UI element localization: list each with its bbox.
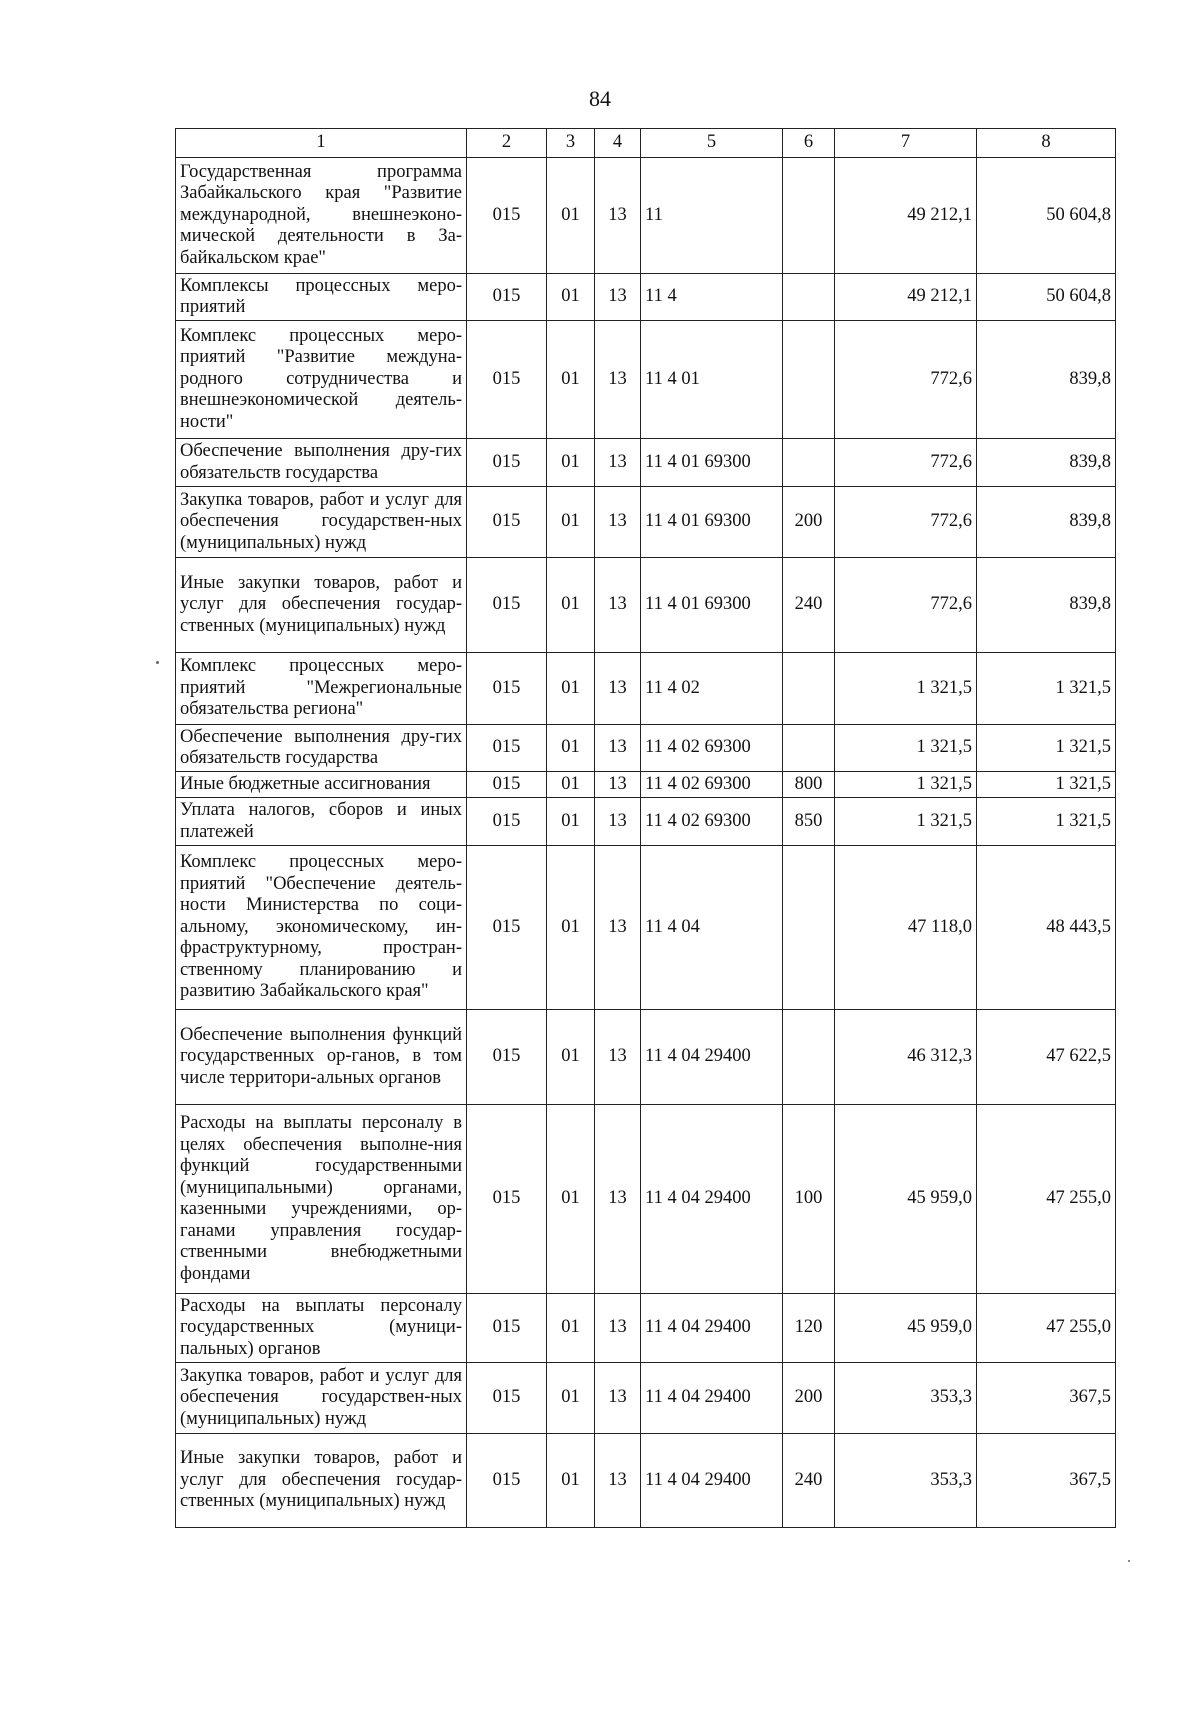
row-name: Государственная программа Забайкальского края "Развитие международной, внешнеэконо-мической деятельности в За-байкальском крае": [176, 158, 467, 274]
row-target-article: 11: [641, 158, 783, 274]
row-target-article: 11 4 04 29400: [641, 1434, 783, 1528]
row-subsection: 13: [595, 653, 641, 725]
table-row: [176, 1363, 1116, 1434]
row-ministry-code: 015: [467, 1363, 547, 1434]
row-target-article: 11 4 01 69300: [641, 487, 783, 558]
table-row: [176, 1105, 1116, 1294]
row-amount-year-2: 1 321,5: [977, 772, 1116, 798]
row-subsection: 13: [595, 772, 641, 798]
table-row: [176, 1434, 1116, 1528]
header-col-4: 4: [595, 129, 641, 158]
row-amount-year-2: 50 604,8: [977, 158, 1116, 274]
row-amount-year-2: 367,5: [977, 1434, 1116, 1528]
row-ministry-code: 015: [467, 1105, 547, 1294]
row-expense-type: 240: [783, 558, 835, 653]
row-target-article: 11 4 04: [641, 846, 783, 1010]
header-col-1: 1: [176, 129, 467, 158]
row-subsection: 13: [595, 274, 641, 321]
row-amount-year-2: 1 321,5: [977, 725, 1116, 772]
row-target-article: 11 4 04 29400: [641, 1363, 783, 1434]
row-name: Комплексы процессных меро-приятий: [176, 274, 467, 321]
row-amount-year-1: 49 212,1: [835, 158, 977, 274]
row-subsection: 13: [595, 439, 641, 487]
row-name: Иные закупки товаров, работ и услуг для обеспечения государ-ственных (муниципальных) нужд: [176, 558, 467, 653]
row-amount-year-2: 50 604,8: [977, 274, 1116, 321]
row-section: 01: [547, 725, 595, 772]
row-name: Комплекс процессных меро-приятий "Обеспечение деятель-ности Министерства по соци-альному, экономическому, ин-фраструктурному, простран-ственному планированию и развитию Забайкальского края": [176, 846, 467, 1010]
row-amount-year-1: 46 312,3: [835, 1010, 977, 1105]
row-target-article: 11 4 01 69300: [641, 558, 783, 653]
row-expense-type: 200: [783, 1363, 835, 1434]
table-row: [176, 274, 1116, 321]
row-amount-year-2: 47 255,0: [977, 1294, 1116, 1363]
header-col-2: 2: [467, 129, 547, 158]
row-subsection: 13: [595, 798, 641, 846]
row-ministry-code: 015: [467, 439, 547, 487]
row-subsection: 13: [595, 321, 641, 439]
row-amount-year-1: 772,6: [835, 558, 977, 653]
table-row: [176, 653, 1116, 725]
row-expense-type: 200: [783, 487, 835, 558]
header-row: [176, 129, 1116, 158]
table-row: [176, 321, 1116, 439]
row-name: Иные бюджетные ассигнования: [176, 772, 467, 798]
row-target-article: 11 4 04 29400: [641, 1294, 783, 1363]
row-section: 01: [547, 1294, 595, 1363]
row-expense-type: [783, 274, 835, 321]
row-amount-year-1: 1 321,5: [835, 772, 977, 798]
row-amount-year-2: 47 255,0: [977, 1105, 1116, 1294]
row-name: Расходы на выплаты персоналу государственных (муници-пальных) органов: [176, 1294, 467, 1363]
row-amount-year-2: 48 443,5: [977, 846, 1116, 1010]
table-row: [176, 158, 1116, 274]
row-target-article: 11 4 02: [641, 653, 783, 725]
row-ministry-code: 015: [467, 274, 547, 321]
table-row: [176, 772, 1116, 798]
row-amount-year-2: 47 622,5: [977, 1010, 1116, 1105]
row-section: 01: [547, 1010, 595, 1105]
row-section: 01: [547, 439, 595, 487]
row-amount-year-2: 839,8: [977, 439, 1116, 487]
table-row: [176, 725, 1116, 772]
row-section: 01: [547, 1434, 595, 1528]
row-section: 01: [547, 158, 595, 274]
row-name: Обеспечение выполнения функций государственных ор-ганов, в том числе территори-альных органов: [176, 1010, 467, 1105]
row-amount-year-1: 1 321,5: [835, 653, 977, 725]
row-name: Обеспечение выполнения дру-гих обязательств государства: [176, 439, 467, 487]
row-section: 01: [547, 798, 595, 846]
row-ministry-code: 015: [467, 321, 547, 439]
row-name: Расходы на выплаты персоналу в целях обеспечения выполне-ния функций государственными (муниципальными) органами, казенными учреждениями, ор-ганами управления государ-ственными внебюджетными фондами: [176, 1105, 467, 1294]
row-ministry-code: 015: [467, 487, 547, 558]
row-section: 01: [547, 1105, 595, 1294]
row-subsection: 13: [595, 1434, 641, 1528]
table-row: [176, 798, 1116, 846]
row-name: Комплекс процессных меро-приятий "Межрегиональные обязательства региона": [176, 653, 467, 725]
header-col-8: 8: [977, 129, 1116, 158]
row-section: 01: [547, 846, 595, 1010]
scan-speck: [1128, 1560, 1130, 1562]
row-amount-year-1: 45 959,0: [835, 1105, 977, 1294]
row-section: 01: [547, 274, 595, 321]
row-ministry-code: 015: [467, 158, 547, 274]
row-name: Обеспечение выполнения дру-гих обязательств государства: [176, 725, 467, 772]
table-row: [176, 439, 1116, 487]
header-col-7: 7: [835, 129, 977, 158]
row-amount-year-2: 839,8: [977, 321, 1116, 439]
row-name: Иные закупки товаров, работ и услуг для обеспечения государ-ственных (муниципальных) нужд: [176, 1434, 467, 1528]
row-expense-type: 800: [783, 772, 835, 798]
table-row: [176, 1010, 1116, 1105]
row-subsection: 13: [595, 1294, 641, 1363]
page-number: 84: [589, 86, 611, 111]
row-ministry-code: 015: [467, 1010, 547, 1105]
header-col-5: 5: [641, 129, 783, 158]
row-ministry-code: 015: [467, 798, 547, 846]
table-row: [176, 846, 1116, 1010]
row-amount-year-1: 47 118,0: [835, 846, 977, 1010]
row-target-article: 11 4 01: [641, 321, 783, 439]
row-target-article: 11 4 02 69300: [641, 798, 783, 846]
row-section: 01: [547, 1363, 595, 1434]
row-amount-year-2: 1 321,5: [977, 653, 1116, 725]
row-expense-type: 850: [783, 798, 835, 846]
row-target-article: 11 4: [641, 274, 783, 321]
table-row: [176, 558, 1116, 653]
budget-table: [175, 128, 1116, 1528]
row-ministry-code: 015: [467, 772, 547, 798]
row-name: Комплекс процессных меро-приятий "Развитие междуна-родного сотрудничества и внешнеэкономической деятель-ности": [176, 321, 467, 439]
row-name: Закупка товаров, работ и услуг для обеспечения государствен-ных (муниципальных) нужд: [176, 487, 467, 558]
table-row: [176, 1294, 1116, 1363]
row-target-article: 11 4 02 69300: [641, 772, 783, 798]
row-expense-type: [783, 846, 835, 1010]
row-target-article: 11 4 01 69300: [641, 439, 783, 487]
row-expense-type: 240: [783, 1434, 835, 1528]
table-row: [176, 487, 1116, 558]
row-section: 01: [547, 321, 595, 439]
row-subsection: 13: [595, 846, 641, 1010]
row-expense-type: [783, 653, 835, 725]
header-col-6: 6: [783, 129, 835, 158]
row-target-article: 11 4 02 69300: [641, 725, 783, 772]
row-ministry-code: 015: [467, 1434, 547, 1528]
row-expense-type: [783, 321, 835, 439]
row-amount-year-2: 367,5: [977, 1363, 1116, 1434]
row-target-article: 11 4 04 29400: [641, 1105, 783, 1294]
row-amount-year-1: 353,3: [835, 1434, 977, 1528]
row-subsection: 13: [595, 1010, 641, 1105]
row-ministry-code: 015: [467, 725, 547, 772]
row-ministry-code: 015: [467, 653, 547, 725]
row-amount-year-1: 1 321,5: [835, 725, 977, 772]
row-name: Уплата налогов, сборов и иных платежей: [176, 798, 467, 846]
row-amount-year-1: 772,6: [835, 321, 977, 439]
row-ministry-code: 015: [467, 1294, 547, 1363]
row-expense-type: [783, 158, 835, 274]
row-ministry-code: 015: [467, 846, 547, 1010]
row-amount-year-1: 1 321,5: [835, 798, 977, 846]
row-amount-year-1: 772,6: [835, 439, 977, 487]
row-amount-year-1: 45 959,0: [835, 1294, 977, 1363]
row-subsection: 13: [595, 487, 641, 558]
row-subsection: 13: [595, 158, 641, 274]
row-section: 01: [547, 772, 595, 798]
row-section: 01: [547, 558, 595, 653]
table-body: [176, 158, 1116, 1528]
row-subsection: 13: [595, 1105, 641, 1294]
row-expense-type: [783, 1010, 835, 1105]
row-section: 01: [547, 653, 595, 725]
row-expense-type: 100: [783, 1105, 835, 1294]
row-amount-year-1: 49 212,1: [835, 274, 977, 321]
row-expense-type: [783, 439, 835, 487]
header-col-3: 3: [547, 129, 595, 158]
row-amount-year-2: 839,8: [977, 487, 1116, 558]
row-amount-year-1: 353,3: [835, 1363, 977, 1434]
row-amount-year-2: 1 321,5: [977, 798, 1116, 846]
row-amount-year-2: 839,8: [977, 558, 1116, 653]
row-subsection: 13: [595, 1363, 641, 1434]
row-subsection: 13: [595, 725, 641, 772]
row-name: Закупка товаров, работ и услуг для обеспечения государствен-ных (муниципальных) нужд: [176, 1363, 467, 1434]
row-section: 01: [547, 487, 595, 558]
row-ministry-code: 015: [467, 558, 547, 653]
row-expense-type: 120: [783, 1294, 835, 1363]
row-target-article: 11 4 04 29400: [641, 1010, 783, 1105]
row-amount-year-1: 772,6: [835, 487, 977, 558]
scan-speck: [156, 661, 159, 664]
row-expense-type: [783, 725, 835, 772]
row-subsection: 13: [595, 558, 641, 653]
